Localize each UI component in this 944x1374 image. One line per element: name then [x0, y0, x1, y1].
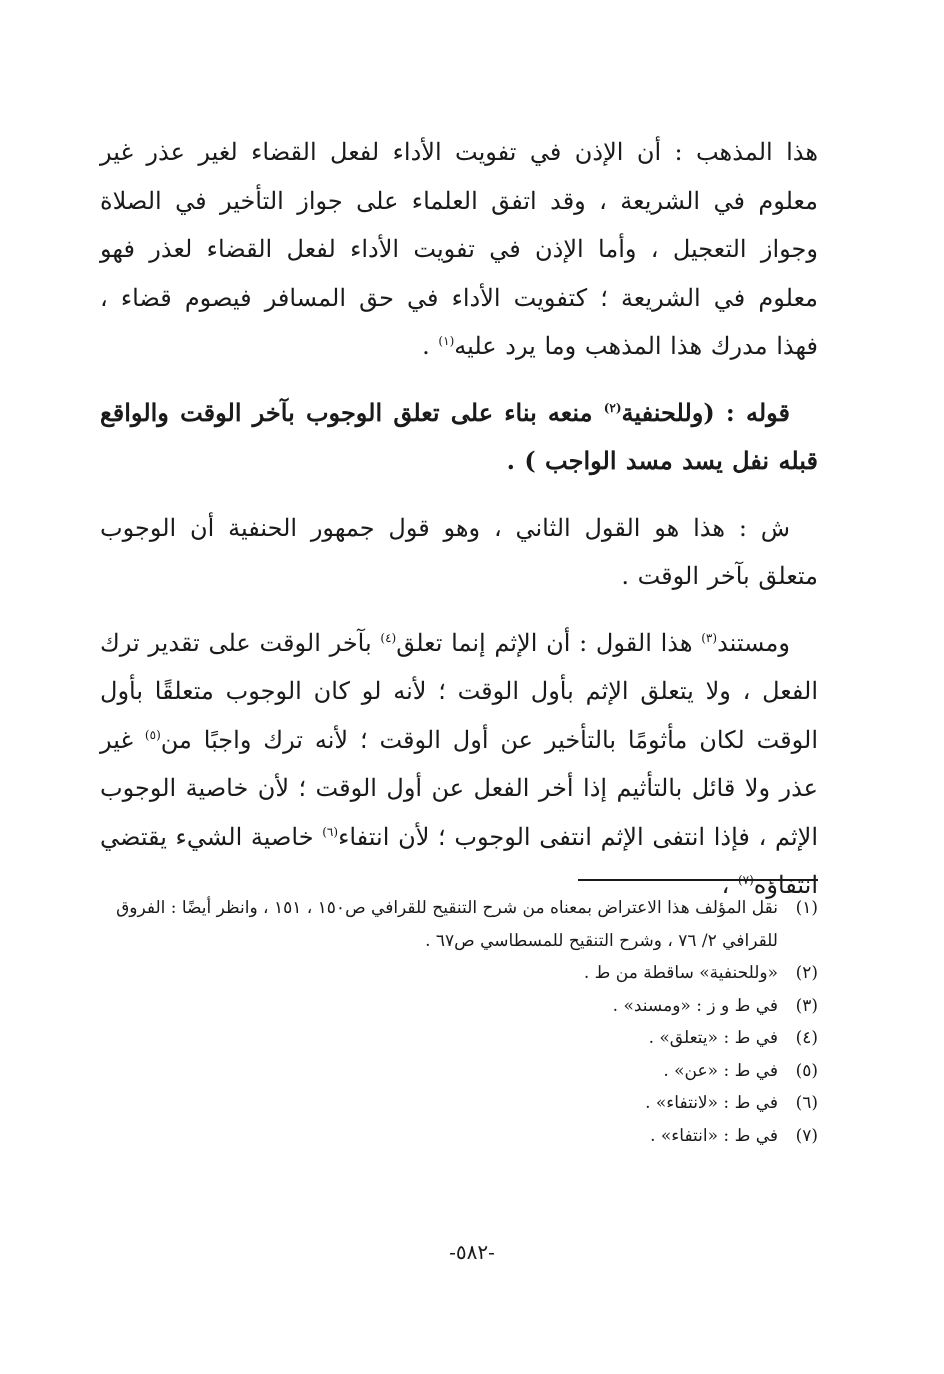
footnote-ref-5[interactable]: (٥) [144, 727, 161, 742]
footnote-ref-2[interactable]: (٢) [603, 400, 622, 415]
footnote-number: (٦) [795, 1093, 818, 1113]
footnote-3 [108, 990, 818, 1023]
footnote-7 [108, 1120, 818, 1153]
paragraph-1 [100, 128, 818, 371]
footnote-text: في ط : «عن» . [663, 1060, 778, 1081]
footnote-1 [108, 892, 818, 957]
quote-text-end: منعه بناء على تعلق الوجوب بآخر الوقت والواقع قبله نفل يسد مسد الواجب ) . [100, 397, 818, 475]
footnote-ref-7[interactable]: (٧) [737, 873, 754, 887]
paragraph-4-part-d: غير عذر ولا قائل بالتأثيم إذا أخر الفعل عن أول الوقت ؛ لأن خاصية الوجوب الإثم ، فإذا انتفى الإثم انتفى الوجوب ؛ لأن انتفاء [100, 725, 818, 851]
paragraph-4-part-f: ، [721, 871, 738, 899]
footnote-text: في ط و ز : «ومسند» . [612, 995, 778, 1016]
paragraph-1-text: هذا المذهب : أن الإذن في تفويت الأداء لفعل القضاء لغير عذر غير معلوم في الشريعة ، وقد اتفق العلماء على جواز التأخير في الصلاة وجواز التعجيل ، وأما الإذن في تفويت الأداء لفعل القضاء لعذر فهو معلوم في الشريعة ؛ كتفويت الأداء في حق المسافر فيصوم قضاء ، فهذا مدرك هذا المذهب وما يرد عليه [100, 138, 818, 360]
page-number: -٥٨٢- [449, 1240, 495, 1264]
footnote-number: (٣) [795, 995, 818, 1016]
footnote-number: (٧) [795, 1125, 818, 1146]
footnote-number: (١) [795, 898, 818, 918]
footnote-text: «وللحنفية» ساقطة من ط . [583, 963, 778, 983]
paragraph-3: ش : هذا هو القول الثاني ، وهو قول جمهور الحنفية أن الوجوب متعلق بآخر الوقت . [100, 513, 818, 590]
footnotes-list [108, 892, 818, 1152]
paragraph-1-end: . [422, 332, 439, 360]
paragraph-4-part-c: بآخر الوقت على تقدير ترك الفعل ، ولا يتعلق الإثم بأول الوقت ؛ لأنه لو كان الوجوب متعلقًا بأول الوقت لكان مأثومًا بالتأخير عن أول الوقت ؛ لأنه ترك واجبًا من [100, 628, 819, 754]
footnote-text: في ط : «انتفاء» . [650, 1125, 778, 1146]
footnote-number: (٥) [795, 1060, 818, 1081]
paragraph-4 [100, 619, 818, 910]
footnote-text: في ط : «يتعلق» . [648, 1028, 778, 1048]
footnote-4 [108, 1022, 818, 1055]
footnote-ref-6[interactable]: (٦) [322, 824, 339, 839]
paragraph-4-part-e: خاصية الشيء يقتضي انتفاؤه [100, 822, 818, 899]
footnote-5 [108, 1055, 818, 1088]
footnote-6 [108, 1087, 818, 1120]
footnote-separator [578, 879, 818, 881]
footnote-ref-1[interactable]: (١) [438, 334, 455, 348]
quote-text-start: قوله : (وللحنفية [621, 397, 790, 427]
footnote-ref-4[interactable]: (٤) [380, 630, 397, 645]
main-text [100, 128, 818, 910]
footnote-text: نقل المؤلف هذا الاعتراض بمعناه من شرح التنقيح للقرافي ص١٥٠ ، ١٥١ ، وانظر أيضًا : الفروق للقرافي ٢/ ٧٦ ، وشرح التنقيح للمسطاسي ص٦٧ . [116, 898, 778, 951]
paragraph-4-part-b: هذا القول : أن الإثم إنما تعلق [396, 628, 702, 657]
footnote-number: (٤) [795, 1028, 818, 1048]
paragraph-4-part-a: ومستند [717, 628, 790, 657]
footnote-number: (٢) [795, 963, 818, 983]
paragraph-2-quote [100, 389, 818, 486]
footnote-ref-3[interactable]: (٣) [701, 630, 718, 645]
footnote-2 [108, 957, 818, 990]
footnote-text: في ط : «لانتفاء» . [645, 1093, 778, 1113]
